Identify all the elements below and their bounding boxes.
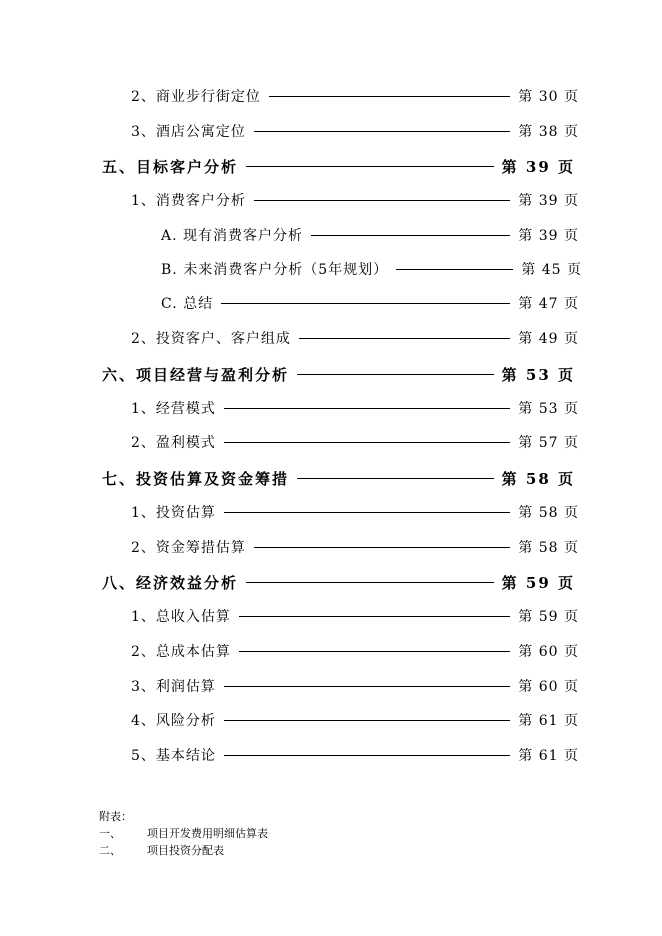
toc-leader-line (396, 269, 513, 270)
toc-entry[interactable] (161, 225, 579, 245)
toc-entry-label: 2、资金筹措估算 (131, 540, 246, 556)
toc-entry[interactable] (131, 606, 579, 626)
toc-entry-page: 第 61 页 (518, 713, 579, 729)
toc-entry-label: 1、经营模式 (131, 401, 216, 417)
toc-section-heading[interactable] (102, 363, 575, 385)
toc-leader-line (246, 582, 494, 583)
toc-leader-line (224, 442, 510, 443)
appendix-item (99, 842, 268, 859)
toc-entry-page: 第 58 页 (518, 505, 579, 521)
toc-entry-page: 第 53 页 (501, 365, 575, 384)
toc-leader-line (254, 200, 510, 201)
toc-leader-line (269, 96, 510, 97)
toc-entry-label: C. 总结 (161, 296, 214, 312)
toc-leader-line (299, 338, 510, 339)
toc-entry-label: 2、总成本估算 (131, 644, 231, 660)
toc-entry-page: 第 49 页 (518, 331, 579, 347)
toc-entry-page: 第 58 页 (501, 469, 575, 488)
toc-entry-label: 2、投资客户、客户组成 (131, 331, 291, 347)
appendix-item-text: 项目开发费用明细估算表 (147, 827, 268, 840)
toc-leader-line (224, 686, 510, 687)
appendix-title: 附表： (99, 810, 132, 823)
toc-entry-page: 第 59 页 (518, 609, 579, 625)
toc-entry-page: 第 58 页 (518, 540, 579, 556)
toc-leader-line (311, 235, 510, 236)
toc-entry[interactable] (161, 259, 582, 279)
toc-leader-line (221, 303, 510, 304)
toc-entry[interactable] (131, 641, 579, 661)
toc-leader-line (239, 616, 510, 617)
toc-entry[interactable] (131, 398, 579, 418)
toc-entry-page: 第 39 页 (518, 228, 579, 244)
toc-leader-line (224, 720, 510, 721)
toc-entry-label: 4、风险分析 (131, 713, 216, 729)
toc-leader-line (224, 512, 510, 513)
toc-entry-page: 第 38 页 (518, 124, 579, 140)
toc-entry-label: 3、酒店公寓定位 (131, 124, 246, 140)
toc-entry-label: 3、利润估算 (131, 679, 216, 695)
toc-entry[interactable] (131, 676, 579, 696)
toc-entry-page: 第 47 页 (518, 296, 579, 312)
toc-entry-label: 5、基本结论 (131, 748, 216, 764)
toc-entry[interactable] (131, 328, 579, 348)
toc-entry-label: 1、投资估算 (131, 505, 216, 521)
toc-entry-page: 第 39 页 (501, 157, 575, 176)
toc-leader-line (239, 651, 510, 652)
toc-entry-label: 2、盈利模式 (131, 435, 216, 451)
appendix (99, 808, 268, 859)
toc-entry-page: 第 57 页 (518, 435, 579, 451)
toc-entry[interactable] (131, 86, 579, 106)
toc-entry-label: 2、商业步行街定位 (131, 89, 261, 105)
appendix-item (99, 825, 268, 842)
toc-leader-line (246, 166, 494, 167)
toc-entry-label: B. 未来消费客户分析（5年规划） (161, 262, 389, 278)
toc-leader-line (297, 478, 494, 479)
toc-entry-label: 七、投资估算及资金筹措 (102, 469, 290, 488)
toc-entry-label: 五、目标客户分析 (102, 157, 239, 176)
toc-entry[interactable] (131, 432, 579, 452)
toc-section-heading[interactable] (102, 155, 575, 177)
toc-section-heading[interactable] (102, 467, 575, 489)
toc-entry[interactable] (131, 710, 579, 730)
toc-entry-label: 六、项目经营与盈利分析 (102, 365, 290, 384)
appendix-item-text: 项目投资分配表 (147, 844, 224, 857)
toc-entry-page: 第 39 页 (518, 193, 579, 209)
appendix-item-number: 一、 (99, 827, 121, 840)
toc-leader-line (224, 755, 510, 756)
toc-entry-label: 1、消费客户分析 (131, 193, 246, 209)
toc-entry-page: 第 61 页 (518, 748, 579, 764)
toc-entry-label: 八、经济效益分析 (102, 573, 239, 592)
toc-entry[interactable] (161, 293, 579, 313)
toc-leader-line (254, 547, 510, 548)
toc-entry[interactable] (131, 537, 579, 557)
toc-entry-page: 第 30 页 (518, 89, 579, 105)
toc-entry[interactable] (131, 745, 579, 765)
toc-section-heading[interactable] (102, 571, 575, 593)
toc-entry-page: 第 60 页 (518, 644, 579, 660)
toc-leader-line (254, 131, 510, 132)
toc-entry[interactable] (131, 190, 579, 210)
toc-entry-label: 1、总收入估算 (131, 609, 231, 625)
appendix-item-number: 二、 (99, 844, 121, 857)
toc-leader-line (297, 374, 494, 375)
toc-entry-page: 第 60 页 (518, 679, 579, 695)
toc-entry-page: 第 59 页 (501, 573, 575, 592)
toc-entry-page: 第 53 页 (518, 401, 579, 417)
toc-entry-label: A. 现有消费客户分析 (161, 228, 304, 244)
toc-leader-line (224, 408, 510, 409)
toc-entry-page: 第 45 页 (521, 262, 582, 278)
toc-entry[interactable] (131, 121, 579, 141)
toc-entry[interactable] (131, 502, 579, 522)
